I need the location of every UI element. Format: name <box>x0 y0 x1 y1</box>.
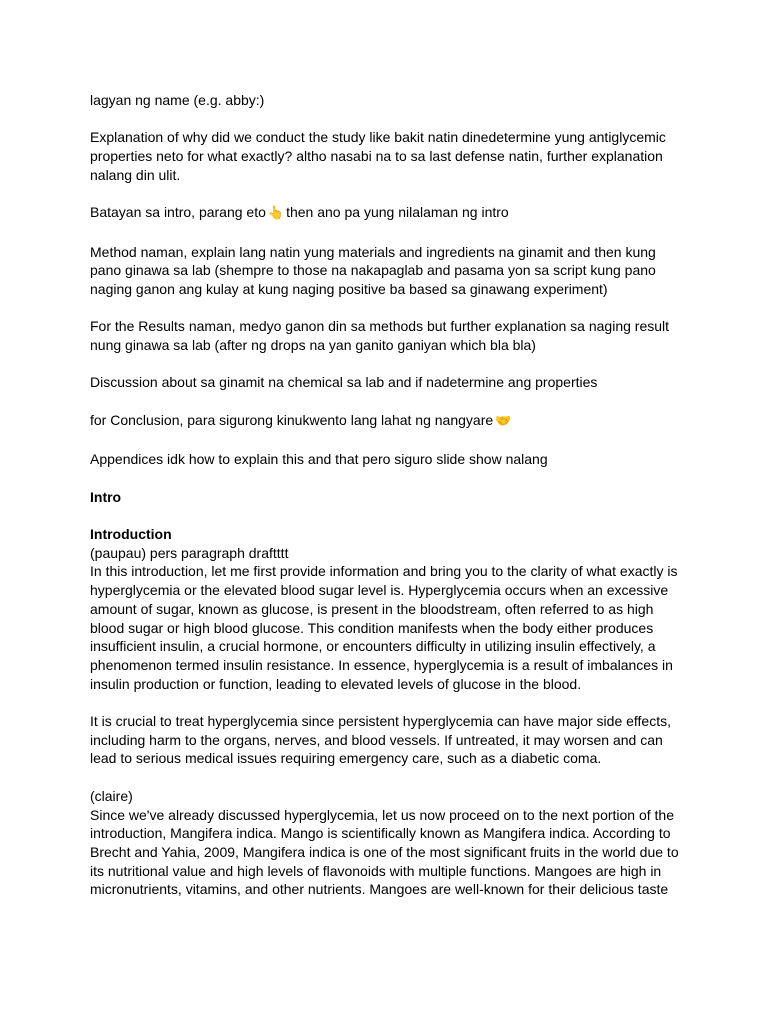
note-method: Method naman, explain lang natin yung materials and ingredients na ginamit and then kung pano ginawa sa lab (shempre to those na nakapaglab and pasama yon sa script kung pano naging ganon ang kulay at kung naging positive ba based sa ginawang experiment) <box>90 243 656 297</box>
note-explanation: Explanation of why did we conduct the study like bakit natin dinedetermine yung antiglycemic properties neto for what exactly? altho nasabi na to sa last defense natin, further explanation nalang din ulit. <box>90 129 666 183</box>
note-intro-basis <box>90 203 680 224</box>
note-discussion: Discussion about sa ginamit na chemical sa lab and if nadetermine ang properties <box>90 374 598 391</box>
handshake-icon: 🤝 <box>495 413 512 429</box>
introduction-paragraph-2: It is crucial to treat hyperglycemia since persistent hyperglycemia can have major side effects, including harm to the organs, nerves, and blood vessels. If untreated, it may worsen and can lead to serious medical issues requiring emergency care, such as a diabetic coma. <box>90 713 671 767</box>
introduction-paragraph-1: In this introduction, let me first provide information and bring you to the clarity of what exactly is hyperglycemia or the elevated blood sugar level is. Hyperglycemia occurs when an excessive amount of sugar, known as glucose, is present in the bloodstream, often referred to as high blood sugar or high blood glucose. This condition manifests when the body either produces insufficient insulin, a crucial hormone, or encounters difficulty in utilizing insulin effectively, a phenomenon termed insulin resistance. In essence, hyperglycemia is a result of imbalances in insulin production or function, leading to elevated levels of glucose in the blood. <box>90 563 678 692</box>
document-page <box>90 91 680 899</box>
note-appendices: Appendices idk how to explain this and that pero siguro slide show nalang <box>90 451 548 468</box>
author-note-claire: (claire) <box>90 787 133 804</box>
note-conclusion <box>90 411 680 432</box>
author-note-paupau: (paupau) pers paragraph draftttt <box>90 544 289 561</box>
note-intro-basis-text-after: then ano pa yung nilalaman ng intro <box>286 204 509 221</box>
intro-heading: Intro <box>90 488 122 505</box>
note-name-instruction: lagyan ng name (e.g. abby:) <box>90 92 265 108</box>
note-intro-basis-text: Batayan sa intro, parang eto <box>90 204 266 221</box>
note-conclusion-text: for Conclusion, para sigurong kinukwento lang lahat ng nangyare <box>90 411 494 428</box>
introduction-paragraph-3: Since we've already discussed hyperglycemia, let us now proceed on to the next portion of the introduction, Mangifera indica. Mango is scientifically known as Mangifera indica. According to Brecht and Yahia, 2009, Mangifera indica is one of the most significant fruits in the world due to its nutritional value and high levels of flavonoids with multiple functions. Mangoes are high in micronutrients, vitamins, and other nutrients. Mangoes are well-known for their delicious taste <box>90 806 679 898</box>
pointing-up-hand-icon: 👆 <box>267 206 285 222</box>
note-results: For the Results naman, medyo ganon din sa methods but further explanation sa naging result nung ginawa sa lab (after ng drops na yan ganito ganiyan which bla bla) <box>90 318 670 354</box>
introduction-heading: Introduction <box>90 526 172 543</box>
